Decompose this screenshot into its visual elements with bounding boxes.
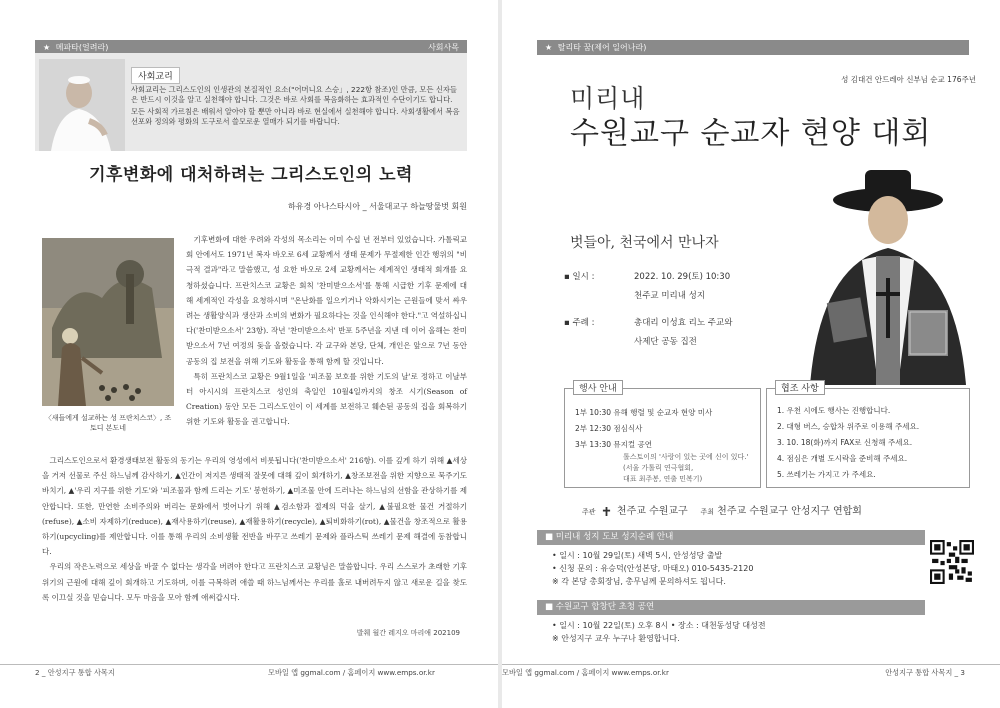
cooperation-item: 2. 대형 버스, 승합차 위주로 이용해 주세요.: [777, 422, 920, 431]
program-note: (서울 가톨릭 연극협회,: [623, 464, 694, 472]
event-program-box: [564, 384, 761, 488]
program-row: 3부 13:30 뮤지컬 공연: [575, 440, 653, 449]
footer-links: 모바일 앱 ggmal.com / 홈페이지 www.emps.or.kr: [268, 668, 435, 677]
info-label: ▪ 주례 :: [564, 318, 595, 328]
doctrine-para: 모든 사회적 가르침은 배워서 알아야 할 뿐만 아니라 바로 현실에서 실천해야 합니다. 사회생활에서 복음 선포와 정의와 평화의 도구로서 쓸모로운 열매가 되기를 바랍니다.: [131, 107, 460, 126]
pope-photo: [39, 59, 125, 151]
pilgrimage-bar: ■ 미리내 성지 도보 성지순례 안내: [537, 530, 925, 545]
section-label: 메파타(얼려라): [55, 43, 109, 52]
left-footer: [0, 664, 498, 683]
event-title-line2: 수원교구 순교자 현양 대회: [570, 116, 932, 151]
article-body-column: [186, 232, 467, 430]
event-info-row: [564, 289, 705, 301]
article-title: 기후변화에 대처하려는 그리스도인의 노력: [89, 165, 413, 185]
section-category: 사회사목: [428, 43, 459, 52]
article-paragraph: 기후변화에 대한 우려와 각성의 목소리는 이미 수십 년 전부터 있었습니다. 가톨릭교회 안에서도 1971년 복자 바오로 6세 교황께서 생태 문제가 무절제한 인간 행위의 "비극적 결과"라고 말씀했고, 성 요한 바오로 2세 교황께서는 세계적인 생태적 회개를 요청하셨습니다. 프란치스코 교황은 회칙 '찬미받으소서'를 통해 시급한 기후 문제에 대해 세계적인 각성을 요청하시며 "온난화를 일으키거나 악화시키는 근원들에 맞서 싸우려는 생활양식과 생산과 소비의 변화가 필요하다는 것을 인식해야 한다."고 역설하십니다('찬미받으소서' 23항). 작년 '찬미받으소서' 반포 5주년을 지낸 데 이어 올해는 찬미받으소서 7년 여정의 돛을 올렸습니다. 각 교구와 본당, 단체, 개인은 앞으로 7년 동안 공동의 집 보전을 위해 기도와 활동을 통해 함께 할 것입니다.: [186, 235, 467, 366]
cooperation-item: 5. 쓰레기는 가지고 가 주세요.: [777, 470, 876, 479]
social-doctrine-box: [35, 53, 467, 151]
qr-code-icon[interactable]: [930, 540, 974, 584]
program-row: 2부 12:30 점심식사: [575, 424, 643, 433]
article-body-full: [42, 453, 467, 605]
pilgrimage-line: • 일시 : 10월 29일(토) 새벽 5시, 안성성당 출발: [552, 551, 723, 560]
info-value: 사제단 공동 집전: [634, 337, 697, 347]
cross-icon: [602, 507, 611, 516]
painting-caption: 〈새들에게 설교하는 성 프란치스코〉, 조토디 본도네: [44, 414, 172, 432]
article-paragraph: 특히 프란치스코 교황은 9월1일을 '피조물 보호를 위한 기도의 날'로 정하고 이날부터 아시시의 프란치스코 성인의 축일인 10월4일까지의 창조 시기(Season of Creation) 동안 모든 그리스도인이 이 세계를 보전하고 훼손된 공동의 집을 회복하기 위한 기도와 활동을 권고합니다.: [186, 371, 467, 427]
host-label: 주최: [700, 508, 714, 516]
organizer-name: 천주교 수원교구: [616, 506, 688, 517]
left-page: [0, 0, 498, 708]
cooperation-box: [766, 384, 970, 488]
program-note: 대표 최주봉, 연출 민복기): [623, 475, 703, 483]
article-paragraph: 우리의 작은노력으로 세상을 바꿀 수 없다는 생각을 버려야 한다고 프란치스코 교황님은 말씀합니다. 우리 스스로가 초래한 기후 위기의 근원에 대해 깊이 회개하고 기도하며, 이를 극복하려 애쓸 때 하느님께서는 우리를 홀로 내버려두지 않고 새로운 길을 찾도록 이끄실 것을 믿습니다. 모두 마음을 모아 함께 애써갑시다.: [42, 562, 467, 602]
right-page: [502, 0, 1000, 708]
pilgrimage-line: ※ 각 본당 총회장님, 총무님께 문의하셔도 됩니다.: [552, 577, 726, 586]
doctrine-para: 사회교리는 그리스도인의 인생관의 본질적인 요소("어머니요 스승」, 222항 참조)인 만큼, 모든 신자들은 반드시 이것을 알고 실천해야 합니다. 그것은 바로 사회를 복음화하는 효과적인 수단이기도 합니다.: [131, 85, 457, 104]
pilgrimage-line: • 신청 문의 : 유승덕(안성본당, 마태오) 010-5435-2120: [552, 564, 754, 573]
right-section-bar: [537, 40, 969, 55]
info-value: 총대리 이성효 리노 주교와: [634, 318, 733, 328]
article-byline: 하유경 아나스타시아 _ 서울대교구 하늘땅물벗 회원: [287, 202, 467, 211]
doctrine-label: 사회교리: [131, 67, 180, 84]
organizer-label: 주관: [582, 508, 596, 516]
program-note: 톨스토이의 '사랑이 있는 곳에 신이 있다.': [623, 453, 749, 461]
article-paragraph: 그리스도인으로서 환경생태보전 활동의 동기는 우리의 영성에서 비롯됩니다('찬미받으소서' 216항). 이를 깊게 하기 위해 ▲세상을 거저 선물로 주신 하느님께 감사하기, ▲인간이 저지른 생태적 잘못에 대해 깊이 회개하기, ▲창조보전을 위한 지향으로 묵주기도 바치기, ▲'우리 지구를 위한 기도'와 '피조물과 함께 드리는 기도' 봉헌하기, ▲미조물 안에 드러나는 하느님의 선함을 관상하기를 제안합니다. 또한, 만연한 소비주의와 버리는 문화에서 벗어나기 위해 ▲검소함과 절제의 덕을 살기, ▲불필요한 물건 거절하기(refuse), ▲소비 자제하기(reduce), ▲재사용하기(reuse), ▲재활용하기(recycle), ▲퇴비화하기(rot), ▲물건을 창조적으로 활용하기(upcycling)를 제안합니다. 이를 통해 우리의 소비생활 전반을 바꾸고 쓰레기 문제와 플라스틱 쓰레기 문제 해결에 동참합니다.: [42, 456, 467, 557]
doctrine-text: [131, 85, 461, 129]
choir-bar: ■ 수원교구 합창단 초청 공연: [537, 600, 925, 615]
program-title: 행사 안내: [573, 380, 623, 395]
star-icon: ★: [545, 43, 553, 52]
star-icon: ★: [43, 43, 51, 52]
article-source: 발췌 월간 레지오 마리애 202109: [356, 629, 460, 637]
event-info-row: [564, 270, 730, 282]
program-row: 1부 10:30 유해 행렬 및 순교자 현양 미사: [575, 408, 713, 417]
st-andrew-kim-icon-image: [790, 160, 980, 385]
page-number: 2 _ 안성지구 통합 사목지: [35, 668, 115, 677]
host-name: 천주교 수원교구 안성지구 연합회: [717, 506, 862, 517]
event-info-row: [564, 316, 732, 328]
info-label: ▪ 일시 :: [564, 272, 595, 282]
event-info-row: [564, 335, 697, 347]
info-value: 2022. 10. 29(토) 10:30: [634, 272, 731, 282]
st-francis-painting: [42, 238, 174, 406]
choir-line: • 일시 : 10월 22일(토) 오후 8시 • 장소 : 대천동성당 대성전: [552, 621, 766, 630]
cooperation-item: 3. 10. 18(화)까지 FAX로 신청해 주세요.: [777, 438, 913, 447]
page-number: 안성지구 통합 사목지 _ 3: [885, 668, 965, 677]
choir-line: ※ 안성지구 교우 누구나 환영합니다.: [552, 634, 680, 643]
organizers-line: [582, 502, 862, 517]
event-title-line1: 미리내: [570, 84, 646, 113]
event-subtitle: 벗들아, 천국에서 만나자: [570, 235, 719, 251]
cooperation-title: 협조 사항: [775, 380, 825, 395]
info-value: 천주교 미리내 성지: [634, 291, 706, 301]
section-label: 탈리타 꿈(제어 일어나라): [557, 43, 647, 52]
anniversary-note: 성 김대건 안드레아 신부님 순교 176주년: [841, 75, 976, 84]
cooperation-item: 4. 점심은 개별 도시락을 준비해 주세요.: [777, 454, 908, 463]
right-footer: [502, 664, 1000, 683]
footer-links: 모바일 앱 ggmal.com / 홈페이지 www.emps.or.kr: [502, 668, 669, 677]
cooperation-item: 1. 우천 시에도 행사는 진행합니다.: [777, 406, 891, 415]
